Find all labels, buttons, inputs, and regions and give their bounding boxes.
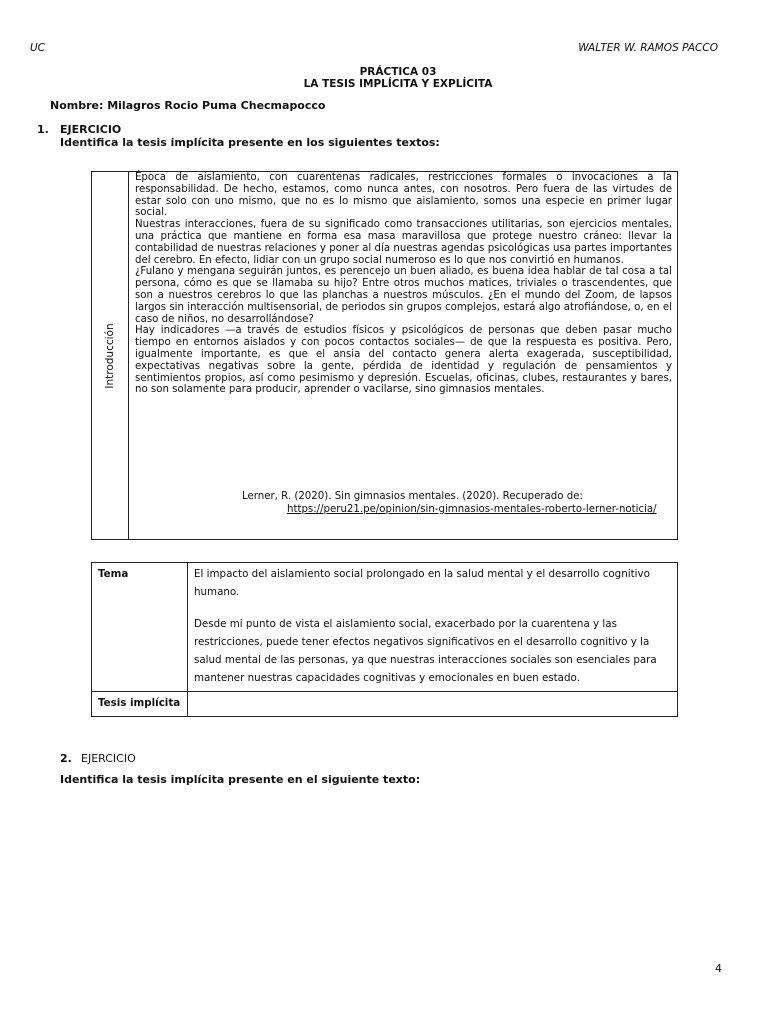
tema-value-cell[interactable] [188, 563, 678, 692]
paragraph: Nuestras interacciones, fuera de su significado como transacciones utilitarias, son ejercicios mentales, una práctica que mantiene en forma esa masa maravillosa que protege nuestro cráneo: llevar la contabilidad de nuestras relaciones y poner al día nuestras agendas psicológicas usa partes importantes del cerebro. En efecto, lidiar con un grupo social numeroso es lo que nos convirtió en humanos. [135, 219, 672, 266]
reference-link[interactable]: https://peru21.pe/opinion/sin-gimnasios-mentales-roberto-lerner-noticia/ [287, 504, 657, 515]
reference [242, 490, 672, 516]
paragraph: Época de aislamiento, con cuarentenas radicales, restricciones formales o invocaciones a la responsabilidad. De hecho, estamos, como nunca antes, con nosotros. Pero fuera de las virtudes de estar solo con uno mismo, que no es lo mismo que aislamiento, somos una especie en primer lugar social. [135, 172, 672, 219]
exercise2-heading: EJERCICIO [81, 752, 136, 765]
practice-title: PRÁCTICA 03 [359, 66, 437, 78]
exercise1-heading: EJERCICIO [60, 123, 122, 136]
tesis-value[interactable] [188, 692, 678, 717]
side-column [92, 172, 129, 539]
exercise2-instruction: Identifica la tesis implícita presente en el siguiente texto: [60, 773, 421, 786]
reading-text-box [91, 171, 678, 540]
page-number: 4 [715, 962, 722, 975]
tema-label: Tema [92, 563, 188, 692]
side-label-introduccion: Introducción [104, 323, 116, 389]
tema-value-opinion: Desde mi punto de vista el aislamiento social, exacerbado por la cuarentena y las restricciones, puede tener efectos negativos significativos en el desarrollo cognitivo y la salud mental de las personas, ya que nuestras interacciones sociales son esenciales para mantener nuestras capacidades cognitivas y emocionales en buen estado. [194, 618, 657, 684]
tema-value: El impacto del aislamiento social prolongado en la salud mental y el desarrollo cognitivo humano. [194, 568, 650, 598]
exercise1-number: 1. [37, 123, 49, 136]
tesis-label: Tesis implícita [92, 692, 188, 717]
reading-text [135, 172, 672, 396]
header-author: WALTER W. RAMOS PACCO [578, 42, 718, 54]
reference-text: Lerner, R. (2020). Sin gimnasios mentales. (2020). Recuperado de: [242, 491, 583, 502]
answer-table [91, 562, 678, 717]
student-name: Nombre: Milagros Rocio Puma Checmapocco [50, 99, 326, 112]
table-row [92, 563, 678, 692]
practice-subtitle: LA TESIS IMPLÍCITA Y EXPLÍCITA [303, 78, 493, 90]
header-left: UC [30, 42, 46, 54]
paragraph: Hay indicadores —a través de estudios físicos y psicológicos de personas que deben pasar mucho tiempo en entornos aislados y con pocos contactos sociales— de que la respuesta es positiva. Pero, igualmente importante, es que el ansia del contacto genera alerta exagerada, susceptibilidad, expectativas negativas sobre la gente, pérdida de identidad y regulación de pensamientos y sentimientos propios, así como pesimismo y depresión. Escuelas, oficinas, clubes, restaurantes y bares, no son solamente para producir, aprender o vacilarse, sino gimnasios mentales. [135, 325, 672, 396]
table-row [92, 692, 678, 717]
exercise2-number: 2. [60, 752, 72, 765]
exercise1-instruction: Identifica la tesis implícita presente en los siguientes textos: [60, 136, 440, 149]
paragraph: ¿Fulano y mengana seguirán juntos, es perencejo un buen aliado, es buena idea hablar de tal cosa a tal persona, cómo es que se llamaba su hijo? Entre otros muchos matices, triviales o trascendentes, que son a nuestros cerebros lo que las planchas a nuestros músculos. ¿En el mundo del Zoom, de lapsos largos sin interacción multisensorial, de periodos sin grupos complejos, estará algo atrofiándose, o, en el caso de niños, no desarrollándose? [135, 266, 672, 325]
